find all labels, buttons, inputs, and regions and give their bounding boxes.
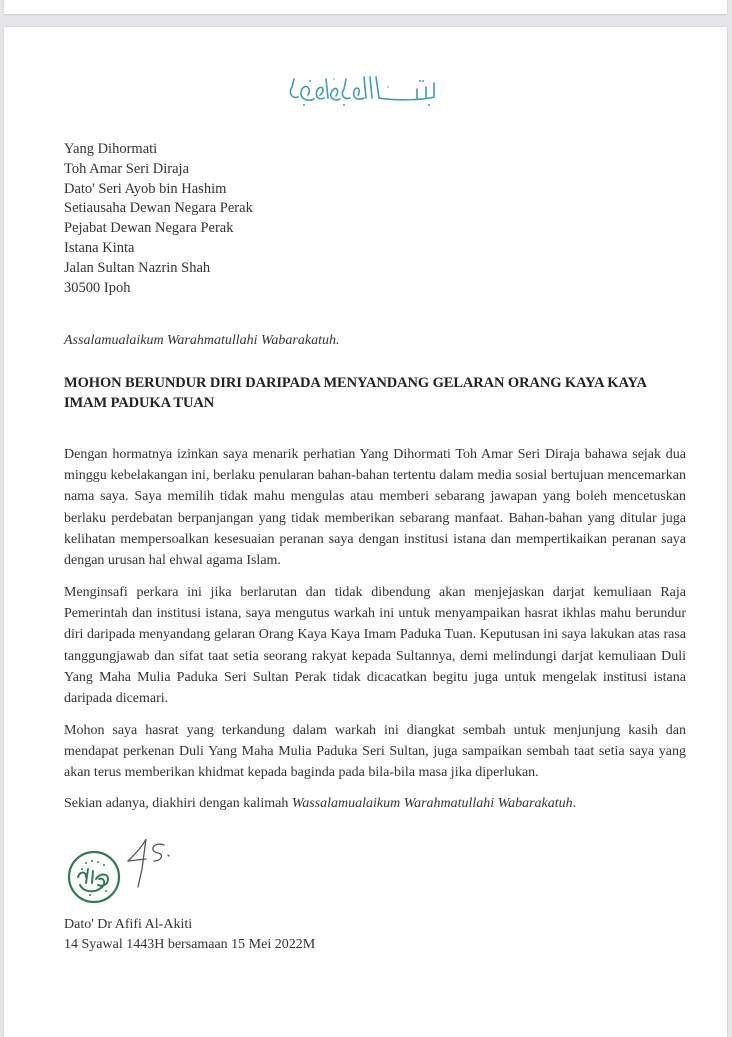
letter-page: [4, 27, 727, 1037]
recipient-line: Jalan Sultan Nazrin Shah: [64, 259, 211, 276]
seal-icon: [66, 849, 122, 905]
recipient-line: Istana Kinta: [64, 239, 135, 256]
signer-name: Dato' Dr Afifi Al-Akiti: [64, 917, 193, 932]
bismillah-calligraphy-icon: [284, 67, 444, 111]
closing-suffix: .: [572, 796, 577, 811]
recipient-line: 30500 Ipoh: [64, 279, 131, 296]
body-paragraph: Mohon saya hasrat yang terkandung dalam warkah ini diangkat sembah untuk menjunjung kasih dan mendapat perkenan Duli Yang Maha Mulia Paduka Seri Sultan, juga sampaikan sembah taat setia saya yang akan terus memberikan khidmat kepada baginda pada bila-bila masa jika diperlukan.: [64, 723, 686, 781]
recipient-line: Pejabat Dewan Negara Perak: [64, 220, 234, 237]
previous-page-edge: [4, 0, 727, 14]
body-paragraph: Dengan hormatnya izinkan saya menarik perhatian Yang Dihormati Toh Amar Seri Diraja bahawa sejak dua minggu kebelakangan ini, berlaku penularan bahan-bahan tertentu dalam media sosial bertujuan mencemarkan nama saya. Saya memilih tidak mahu mengulas atau memberi sebarang jawapan yang boleh mencetuskan berlaku perdebatan berpanjangan yang tidak memberikan sebarang manfaat. Bahan-bahan yang ditular juga kelihatan mempersoalkan kesesuaian peranan saya dengan institusi istana dan mempertikaikan peranan saya dengan urusan hal ehwal agama Islam.: [64, 447, 686, 569]
letter-date: 14 Syawal 1443H bersamaan 15 Mei 2022M: [64, 937, 316, 952]
body-paragraph: Menginsafi perkara ini jika berlarutan dan tidak dibendung akan menjejaskan darjat kemuliaan Raja Pemerintah dan institusi istana, saya mengutus warkah ini untuk menyampaikan hasrat ikhlas mahu berundur diri daripada menyandang gelaran Orang Kaya Kaya Imam Paduka Tuan. Keputusan ini saya lakukan atas rasa tanggungjawab dan sifat taat setia seorang rakyat kepada Sultannya, demi melindungi darjat kemuliaan Duli Yang Maha Mulia Paduka Seri Sultan Perak tidak dicacatkan begitu juga untuk mengelak institusi istana daripada dicemari.: [64, 585, 686, 707]
recipient-line: Yang Dihormati: [64, 141, 158, 157]
recipient-line: Toh Amar Seri Diraja: [64, 160, 190, 177]
closing-prefix: Sekian adanya, diakhiri dengan kalimah: [64, 796, 292, 811]
letter-subject: MOHON BERUNDUR DIRI DARIPADA MENYANDANG GELARAN ORANG KAYA KAYA IMAM PADUKA TUAN: [64, 375, 647, 411]
greeting: Assalamualaikum Warahmatullahi Wabarakatuh.: [64, 333, 340, 348]
recipient-line: Setiausaha Dewan Negara Perak: [64, 200, 253, 217]
signature-block: [64, 835, 174, 907]
handwritten-signature-icon: [124, 835, 174, 895]
recipient-address: [64, 140, 253, 298]
signer-info: [64, 915, 315, 955]
closing-paragraph: [64, 793, 686, 814]
recipient-line: Dato' Seri Ayob bin Hashim: [64, 180, 227, 197]
closing-salutation: Wassalamualaikum Warahmatullahi Wabarakatuh: [291, 796, 573, 811]
